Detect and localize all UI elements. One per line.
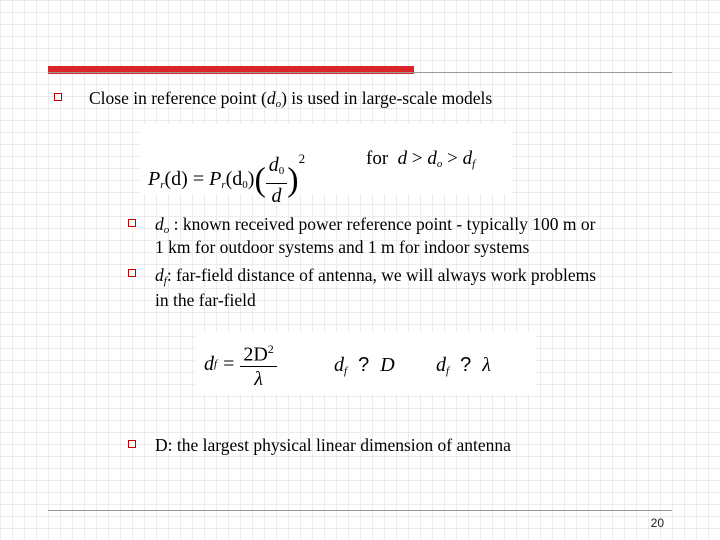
sub-bullet-square-icon — [128, 440, 136, 448]
title-rule — [48, 72, 672, 73]
sub-bullet-d-definition: D: the largest physical linear dimension of antenna — [155, 435, 511, 455]
path-loss-equation: $P_r(d) = P_r(d_0)$( $\frac{d_0}{d}$ )$^2$ for $d > d_o > d_f$ — [140, 124, 512, 194]
far-field-equation: d f = $\frac{2D^2}{\lambda}$ $d_f$ ? D $d_f$ ? λ — [196, 332, 536, 394]
footer-rule — [48, 510, 672, 511]
sub-bullet-square-icon — [128, 269, 136, 277]
sub-bullet-square-icon — [128, 219, 136, 227]
sub-bullet-do-definition-cont: 1 km for outdoor systems and 1 m for indoor systems — [155, 237, 530, 257]
sub-bullet-do-definition: $d_o$ : known received power reference point - typically 100 m or — [155, 214, 596, 236]
sub-bullet-df-definition: $d_f$: far-field distance of antenna, we will always work problems — [155, 265, 597, 287]
bullet-square-icon — [54, 93, 62, 101]
page-number: 20 — [650, 516, 664, 530]
sub-bullet-df-definition-cont: in the far-field — [155, 290, 256, 310]
bullet-close-in-reference: Close in reference point $(d_o)$ is used in large-scale models — [89, 88, 493, 110]
